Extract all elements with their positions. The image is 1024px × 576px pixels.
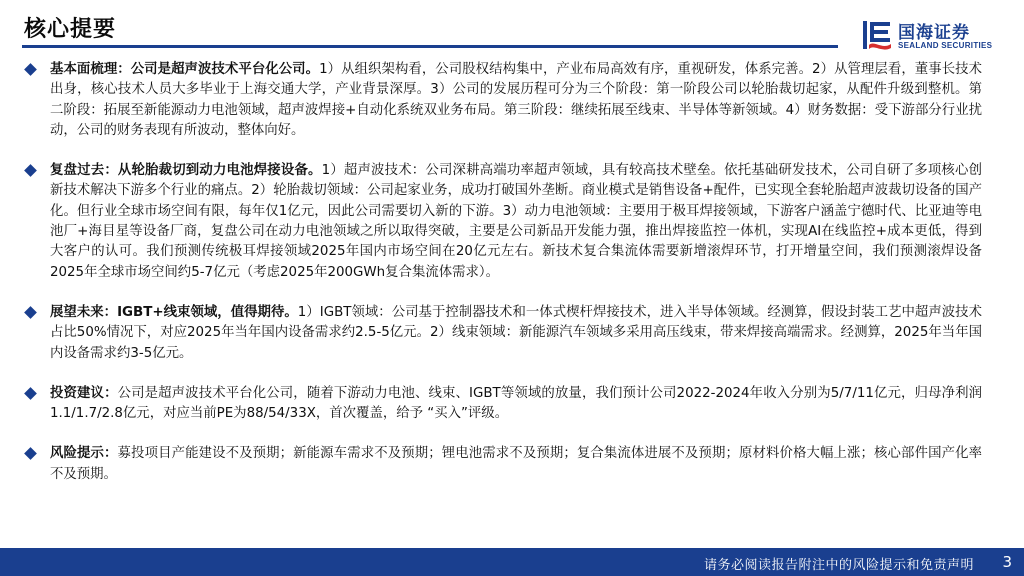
section-risk-warning bbox=[22, 444, 982, 485]
company-logo bbox=[858, 16, 1008, 54]
footer-disclaimer: 请务必阅读报告附注中的风险提示和免责声明 bbox=[703, 558, 974, 573]
section-review bbox=[22, 161, 982, 283]
logo-chinese-name: 国海证券 bbox=[898, 23, 970, 43]
page-number: 3 bbox=[1002, 553, 1012, 571]
section-investment-advice bbox=[22, 384, 982, 425]
section-body: 公司是超声波技术平台化公司，随着下游动力电池、线束、IGBT等领域的放量，我们预计公司2022-2024年收入分别为5/7/11亿元，归母净利润1.1/1.7/2.8亿元，对应当前PE为88/54/33X，首次覆盖，给予 “买入”评级。 bbox=[50, 385, 983, 422]
section-body: 1）从组织架构看，公司股权结构集中，产业布局高效有序，重视研发，体系完善。2）从管理层看，董事长技术出身，核心技术人员大多毕业于上海交通大学，产业背景深厚。3）公司的发展历程可分为三个阶段：第一阶段公司以轮胎裁切起家，从配件升级到整机。第二阶段：拓展至新能源动力电池领域，超声波焊接+自动化系统双业务布局。第三阶段：继续拓展至线束、半导体等新领域。4）财务数据：受下游部分行业扰动，公司的财务表现有所波动，整体向好。 bbox=[50, 62, 982, 138]
diamond-bullet-icon bbox=[24, 387, 37, 400]
footer-bar bbox=[0, 548, 1024, 576]
section-body: 1）IGBT领域：公司基于控制器技术和一体式楔杆焊接技术，进入半导体领域。经测算，假设封装工艺中超声波技术占比50%情况下，对应2025年当年国内设备需求约2.5-5亿元。2）线束领域：新能源汽车领域多采用高压线束，带来焊接高端需求。经测算，2025年当年国内设备需求约3-5亿元。 bbox=[50, 304, 982, 361]
logo-english-name: SEALAND SECURITIES bbox=[898, 41, 993, 50]
title-divider bbox=[22, 45, 838, 48]
diamond-bullet-icon bbox=[24, 306, 37, 319]
section-lead: 投资建议： bbox=[50, 385, 118, 401]
page-title: 核心提要 bbox=[24, 17, 117, 42]
section-body: 募投项目产能建设不及预期；新能源车需求不及预期；锂电池需求不及预期；复合集流体进展不及预期；原材料价格大幅上涨；核心部件国产化率不及预期。 bbox=[50, 446, 982, 482]
summary-content bbox=[22, 60, 982, 505]
section-lead: 展望未来：IGBT+线束领域，值得期待。 bbox=[50, 304, 298, 320]
section-body: 1）超声波技术：公司深耕高端功率超声领域，具有较高技术壁垒。依托基础研发技术，公司自研了多项核心创新技术解决下游多个行业的痛点。2）轮胎裁切领域：公司起家业务，成功打破国外垄断。商业模式是销售设备+配件，已实现全套轮胎超声波裁切设备的国产化。但行业全球市场空间有限，每年仅1亿元，因此公司需要切入新的下游。3）动力电池领域：主要用于极耳焊接领域，下游客户涵盖宁德时代、比亚迪等电池厂+海目星等设备厂商，复盘公司在动力电池领域之所以取得突破，主要是公司新品开发能力强，推出焊接监控一体机，实现AI在线监控+成本更低，得到大客户的认可。我们预测传统极耳焊接领域2025年国内市场空间在20亿元左右。新技术复合集流体需要新增滚焊环节，打开增量空间，我们预测滚焊设备2025年全球市场空间约5-7亿元（考虑2025年200GWh复合集流体需求）。 bbox=[50, 163, 982, 280]
section-lead: 基本面梳理：公司是超声波技术平台化公司。 bbox=[50, 62, 320, 77]
diamond-bullet-icon bbox=[24, 448, 37, 461]
section-lead: 风险提示： bbox=[50, 446, 118, 462]
section-outlook bbox=[22, 303, 982, 364]
diamond-bullet-icon bbox=[24, 63, 37, 76]
diamond-bullet-icon bbox=[24, 164, 37, 177]
section-fundamentals bbox=[22, 60, 982, 141]
section-lead: 复盘过去：从轮胎裁切到动力电池焊接设备。 bbox=[50, 163, 322, 179]
sealand-logo-icon bbox=[862, 18, 892, 52]
